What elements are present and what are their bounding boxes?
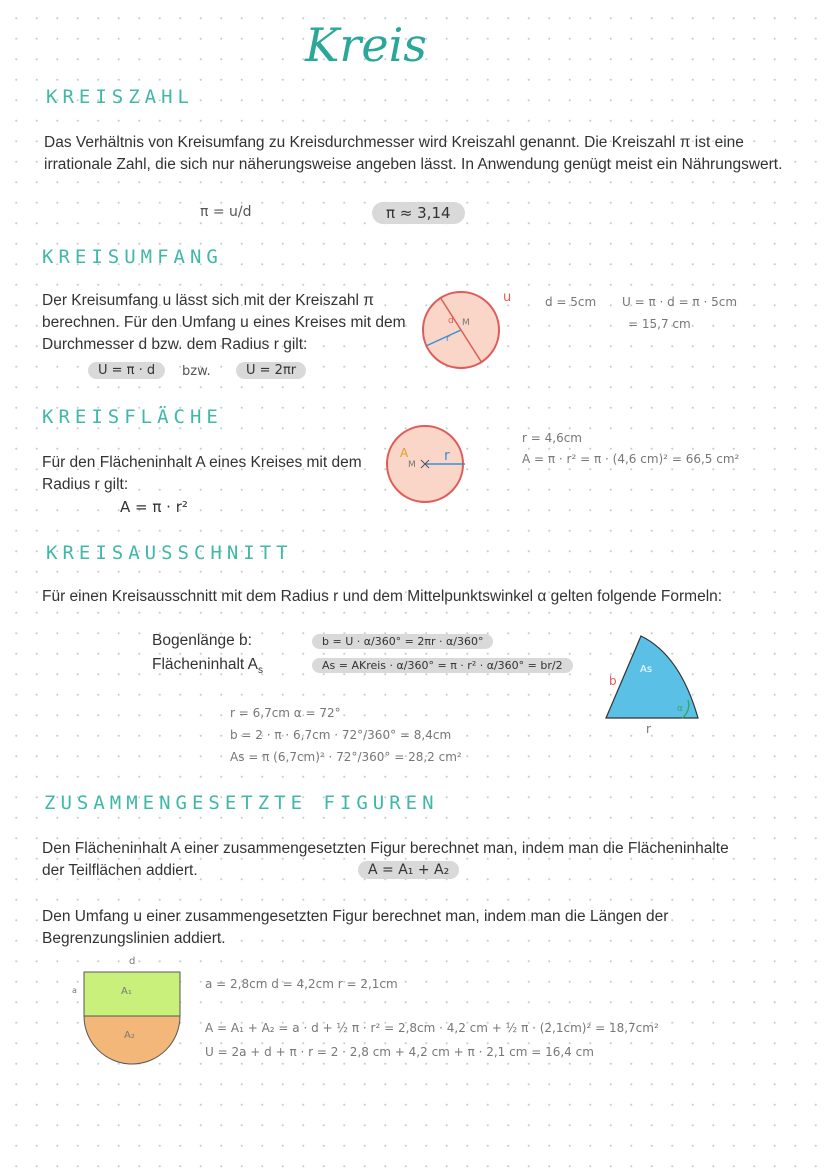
kreisumfang-formula2: U = 2πr: [236, 362, 306, 379]
composite-label-a: a: [72, 986, 77, 995]
flaeche-label-m: M: [408, 460, 416, 470]
label-as-text: Flächeninhalt A: [152, 656, 258, 673]
composite-label-a1: A₁: [121, 986, 132, 997]
kreisflaeche-text: Für den Flächeninhalt A eines Kreises mit dem Radius r gilt:: [42, 454, 362, 493]
zusammengesetzt-text1: Den Flächeninhalt A einer zusammengesetzten Figur berechnet man, indem man die Flächeninhalte der Teilflächen addiert.: [42, 840, 729, 879]
kreisausschnitt-example-1: r = 6,7cm α = 72°: [230, 706, 341, 720]
kreisumfang-connector: bzw.: [182, 364, 211, 379]
heading-kreisausschnitt: KREISAUSSCHNITT: [46, 542, 293, 564]
page-title: Kreis: [305, 18, 427, 72]
kreiszahl-approx: π ≈ 3,14: [372, 202, 465, 224]
umfang-label-d: d: [448, 316, 454, 326]
kreisausschnitt-label-b: Bogenlänge b:: [152, 632, 252, 649]
heading-kreisumfang: KREISUMFANG: [42, 246, 223, 268]
composite-example-perimeter: U = 2a + d + π · r = 2 · 2,8 cm + 4,2 cm + π · 2,1 cm = 16,4 cm: [205, 1045, 594, 1059]
label-as-sub: s: [258, 665, 263, 677]
heading-zusammengesetzt: ZUSAMMENGESETZTE FIGUREN: [44, 792, 439, 814]
kreisflaeche-formula: A = π · r²: [120, 498, 188, 516]
composite-label-d: d: [129, 956, 136, 967]
umfang-example-u2: = 15,7 cm: [628, 317, 691, 331]
flaeche-label-r: r: [444, 448, 450, 464]
zusammengesetzt-formula: A = A₁ + A₂: [358, 861, 459, 879]
composite-label-a2: A₂: [124, 1030, 135, 1041]
kreisausschnitt-example-2: b = 2 · π · 6,7cm · 72°/360° = 8,4cm: [230, 728, 452, 742]
composite-example-area: A = A₁ + A₂ = a · d + ½ π · r² = 2,8cm · 4,2 cm + ½ π · (2,1cm)² = 18,7cm²: [205, 1021, 659, 1035]
kreiszahl-text: Das Verhältnis von Kreisumfang zu Kreisdurchmesser wird Kreiszahl genannt. Die Kreiszahl π ist eine irrationale Zahl, die sich nur näherungsweise angeben lässt. In Anwendung genügt meist ein Nährungswert.: [44, 134, 783, 173]
umfang-label-u: u: [503, 290, 512, 305]
sector-label-alpha: α: [677, 704, 683, 714]
sector-label-r: r: [646, 722, 651, 736]
umfang-label-r: r: [446, 334, 450, 344]
kreisausschnitt-text: Für einen Kreisausschnitt mit dem Radius r und dem Mittelpunktswinkel α gelten folgende Formeln:: [42, 588, 723, 605]
flaeche-example-a: A = π · r² = π · (4,6 cm)² = 66,5 cm²: [522, 452, 740, 466]
umfang-label-m: M: [462, 318, 470, 328]
kreisausschnitt-formula-as: As = AKreis · α/360° = π · r² · α/360° = br/2: [312, 658, 573, 673]
umfang-example-d: d = 5cm: [545, 295, 597, 309]
heading-kreisflaeche: KREISFLÄCHE: [42, 406, 223, 428]
umfang-example-u1: U = π · d = π · 5cm: [622, 295, 738, 309]
heading-kreiszahl: KREISZAHL: [46, 86, 194, 108]
kreisausschnitt-formula-b: b = U · α/360° = 2πr · α/360°: [312, 634, 493, 649]
zusammengesetzt-text2: Den Umfang u einer zusammengesetzten Figur berechnet man, indem man die Längen der Begrenzungslinien addiert.: [42, 908, 669, 947]
kreiszahl-formula: π = u/d: [200, 204, 252, 220]
kreisumfang-formula1: U = π · d: [88, 362, 165, 379]
composite-rectangle: [84, 972, 180, 1016]
sector-label-b: b: [609, 674, 617, 688]
composite-example-given: a = 2,8cm d = 4,2cm r = 2,1cm: [205, 977, 398, 991]
kreisumfang-text: Der Kreisumfang u lässt sich mit der Kreiszahl π berechnen. Für den Umfang u eines Kreises mit dem Durchmesser d bzw. dem Radius r gilt:: [42, 292, 406, 353]
sector-label-as: As: [640, 664, 653, 675]
kreisausschnitt-example-3: As = π (6,7cm)² · 72°/360° = 28,2 cm²: [230, 750, 462, 764]
flaeche-label-a: A: [400, 446, 409, 460]
flaeche-example-r: r = 4,6cm: [522, 431, 582, 445]
